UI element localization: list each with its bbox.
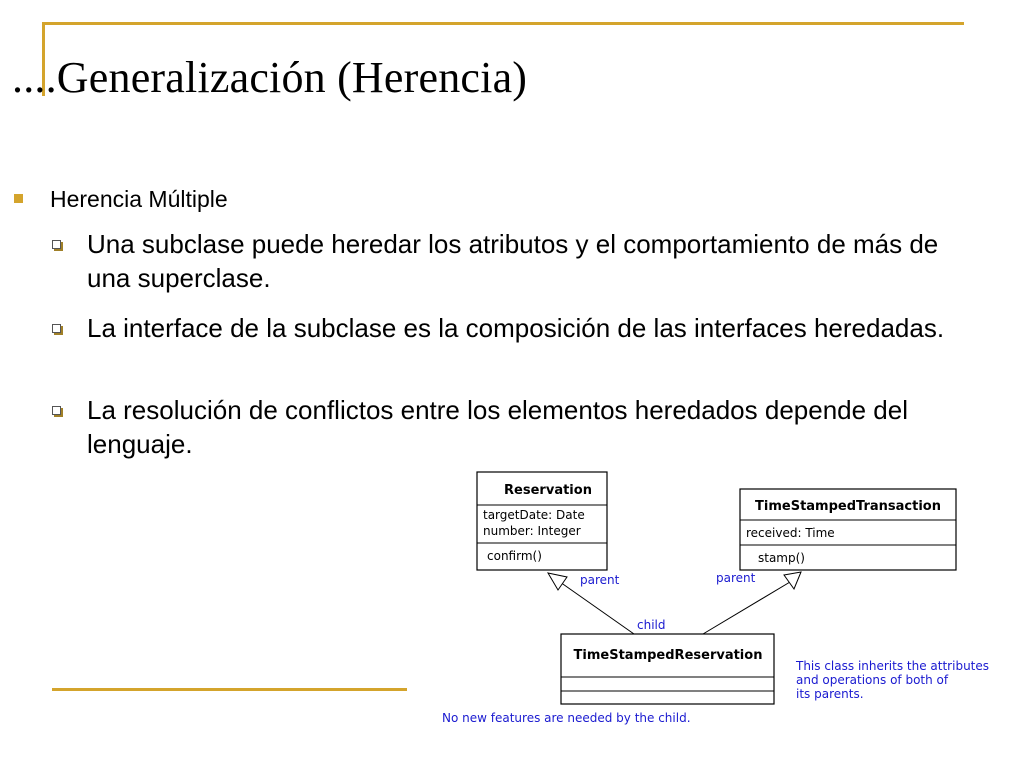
class-name: TimeStampedTransaction xyxy=(755,499,941,514)
class-timestampedreservation xyxy=(561,634,774,704)
hollow-triangle-arrowhead-icon xyxy=(548,573,567,590)
subbullet-text: La resolución de conflictos entre los elementos heredados depende del lenguaje. xyxy=(87,395,908,459)
class-reservation xyxy=(477,472,607,570)
note-line: and operations of both of xyxy=(796,673,949,687)
class-name: Reservation xyxy=(504,483,592,498)
class-operation: confirm() xyxy=(487,549,542,563)
note-no-new-features: No new features are needed by the child. xyxy=(442,711,691,725)
class-box xyxy=(561,634,774,704)
note-line: its parents. xyxy=(796,687,864,701)
note-line: This class inherits the attributes xyxy=(796,659,990,673)
class-timestampedtransaction xyxy=(740,489,956,570)
class-attribute: targetDate: Date xyxy=(483,508,585,522)
class-operation: stamp() xyxy=(758,551,805,565)
bullet-text: Herencia Múltiple xyxy=(50,186,228,212)
subbullet-text: Una subclase puede heredar los atributos y el comportamiento de más de una superclase. xyxy=(87,229,939,293)
role-label-child: child xyxy=(637,618,666,632)
arrow-line xyxy=(560,582,634,634)
class-attribute: number: Integer xyxy=(483,524,581,538)
slide-title: ....Generalización (Herencia) xyxy=(12,53,528,102)
subbullet-text: La interface de la subclase es la composición de las interfaces heredadas. xyxy=(87,313,945,343)
arrow-line xyxy=(703,582,790,634)
class-attribute: received: Time xyxy=(746,526,835,540)
hollow-triangle-arrowhead-icon xyxy=(784,572,801,589)
class-name: TimeStampedReservation xyxy=(573,648,763,663)
role-label-parent-right: parent xyxy=(716,571,756,585)
role-label-parent-left: parent xyxy=(580,573,620,587)
